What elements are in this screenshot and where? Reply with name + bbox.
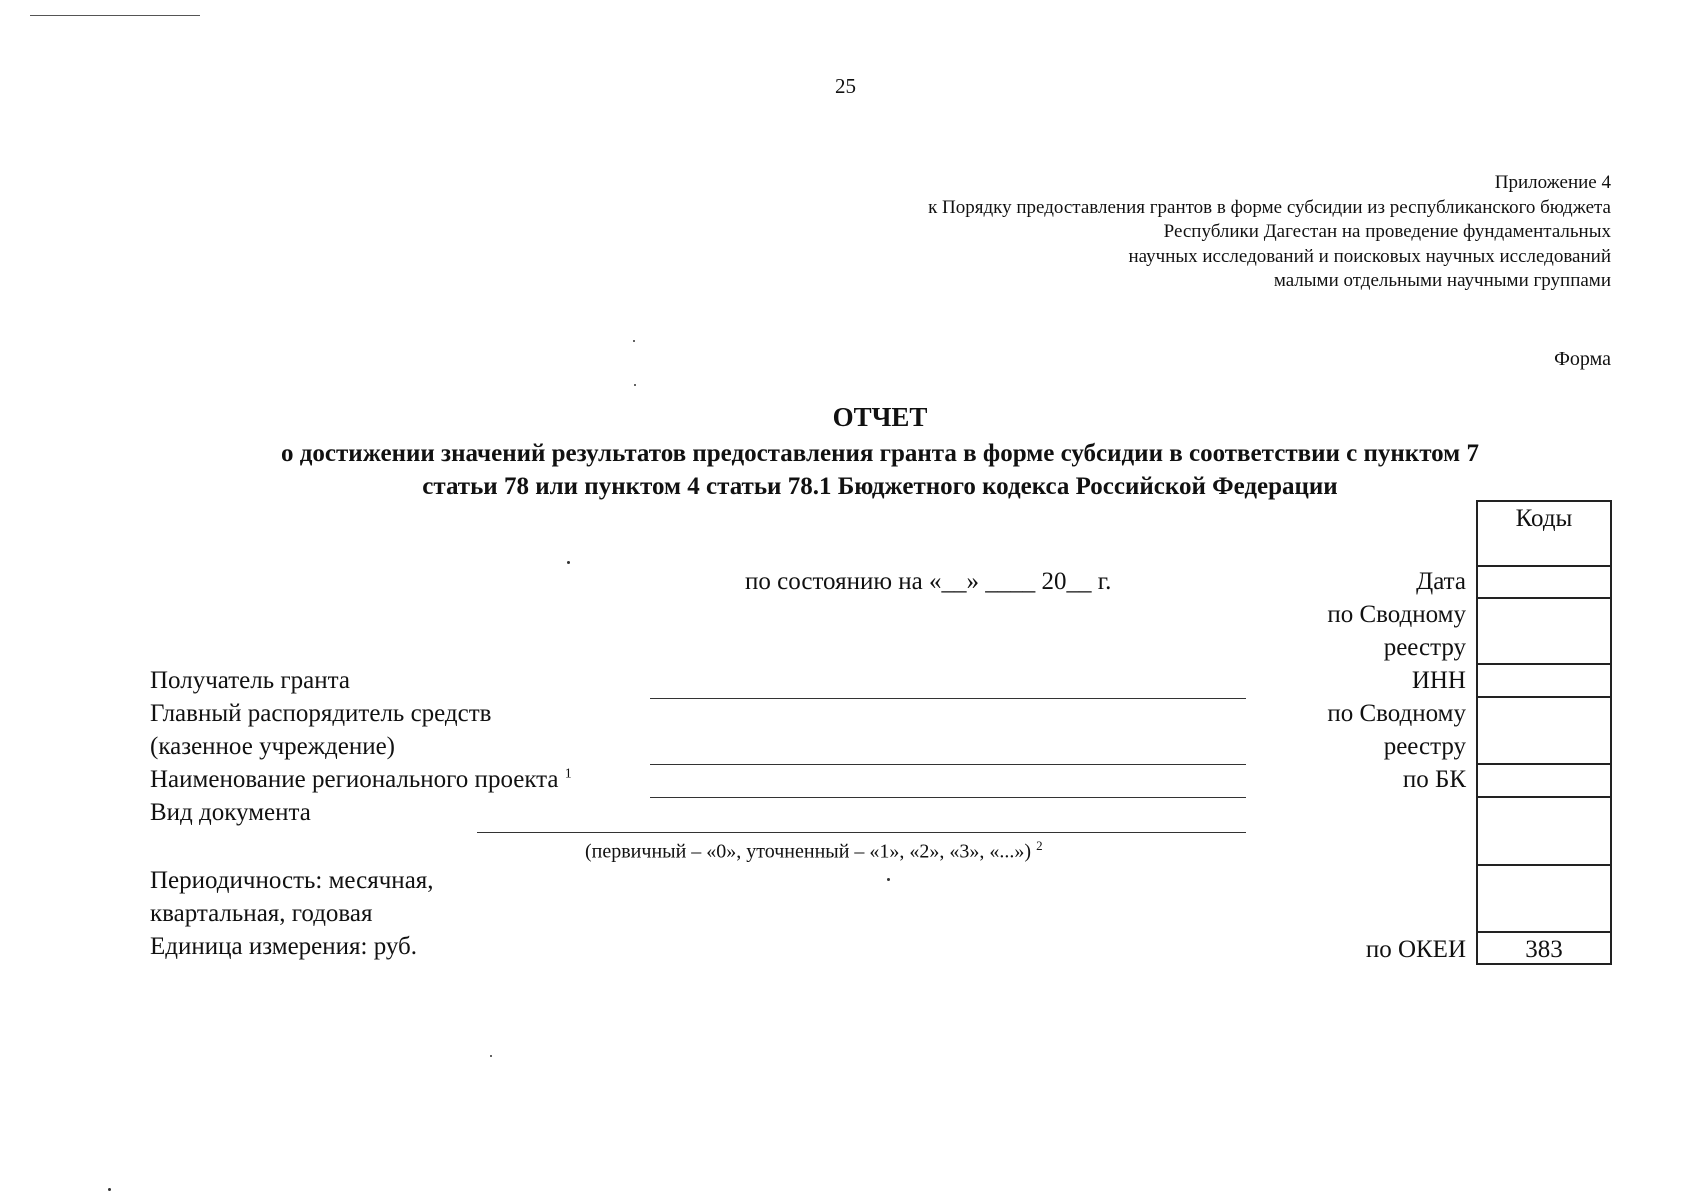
regional-project-label (150, 766, 572, 794)
appendix-line: Приложение 4 (1494, 172, 1611, 193)
codes-divider (1476, 696, 1612, 698)
document-type-note (585, 838, 1043, 864)
grant-recipient-field-line[interactable] (650, 698, 1246, 699)
codes-divider (1476, 864, 1612, 866)
footnote-marker: 2 (1036, 838, 1043, 853)
grant-recipient-label: Получатель гранта (150, 667, 350, 694)
page-number: 25 (835, 74, 856, 98)
scan-speck (108, 1188, 111, 1191)
subtitle-line-2: статьи 78 или пунктом 4 статьи 78.1 Бюджетного кодекса Российской Федерации (422, 473, 1338, 500)
codes-divider (1476, 763, 1612, 765)
svod-registry-label-sub: реестру (1383, 634, 1466, 661)
scan-speck (634, 384, 636, 386)
document-type-label: Вид документа (150, 799, 311, 826)
codes-divider (1476, 796, 1612, 798)
document-type-note-text: (первичный – «0», уточненный – «1», «2», «3», «...») (585, 840, 1032, 863)
inn-label: ИНН (1411, 667, 1466, 694)
periodicity-label-sub: квартальная, годовая (150, 900, 373, 927)
bk-label: по БК (1402, 766, 1466, 793)
svod-registry-2-label-sub: реестру (1383, 733, 1466, 760)
manager-label-sub: (казенное учреждение) (150, 733, 396, 760)
scan-speck (490, 1055, 492, 1057)
scan-speck (567, 561, 570, 564)
okei-code: 383 (1525, 936, 1563, 963)
regional-project-field-line[interactable] (650, 797, 1246, 798)
codes-divider (1476, 565, 1612, 567)
regional-project-text: Наименование регионального проекта (150, 766, 559, 793)
form-label: Форма (1554, 348, 1611, 370)
codes-box (1476, 500, 1612, 965)
appendix-line: малыми отдельными научными группами (1273, 270, 1611, 291)
codes-divider (1476, 663, 1612, 665)
as-of-date: по состоянию на «__» ____ 20__ г. (745, 568, 1112, 595)
report-title: ОТЧЕТ (832, 402, 928, 432)
unit-label: Единица измерения: руб. (150, 933, 418, 960)
okei-label: по ОКЕИ (1365, 936, 1466, 963)
svod-registry-2-label: по Сводному (1327, 700, 1466, 727)
appendix-header (611, 171, 1611, 294)
appendix-line: Республики Дагестан на проведение фундаментальных (1163, 221, 1611, 242)
periodicity-label: Периодичность: месячная, (150, 867, 434, 894)
footnote-marker: 1 (564, 766, 572, 782)
manager-field-line[interactable] (650, 764, 1246, 765)
appendix-line: научных исследований и поисковых научных исследований (1128, 245, 1611, 267)
scan-speck (887, 878, 890, 881)
codes-divider (1476, 931, 1612, 933)
codes-header: Коды (1515, 505, 1573, 532)
scan-speck (633, 340, 635, 342)
top-rule (30, 15, 200, 16)
manager-label: Главный распорядитель средств (150, 700, 492, 727)
svod-registry-label: по Сводному (1327, 601, 1466, 628)
date-label: Дата (1416, 568, 1466, 595)
report-subtitle (0, 437, 1691, 503)
appendix-line: к Порядку предоставления грантов в форме субсидии из республиканского бюджета (928, 196, 1611, 218)
subtitle-line-1: о достижении значений результатов предоставления гранта в форме субсидии в соответствии с пунктом 7 (281, 440, 1479, 467)
codes-divider (1476, 597, 1612, 599)
document-type-field-line[interactable] (477, 832, 1246, 833)
